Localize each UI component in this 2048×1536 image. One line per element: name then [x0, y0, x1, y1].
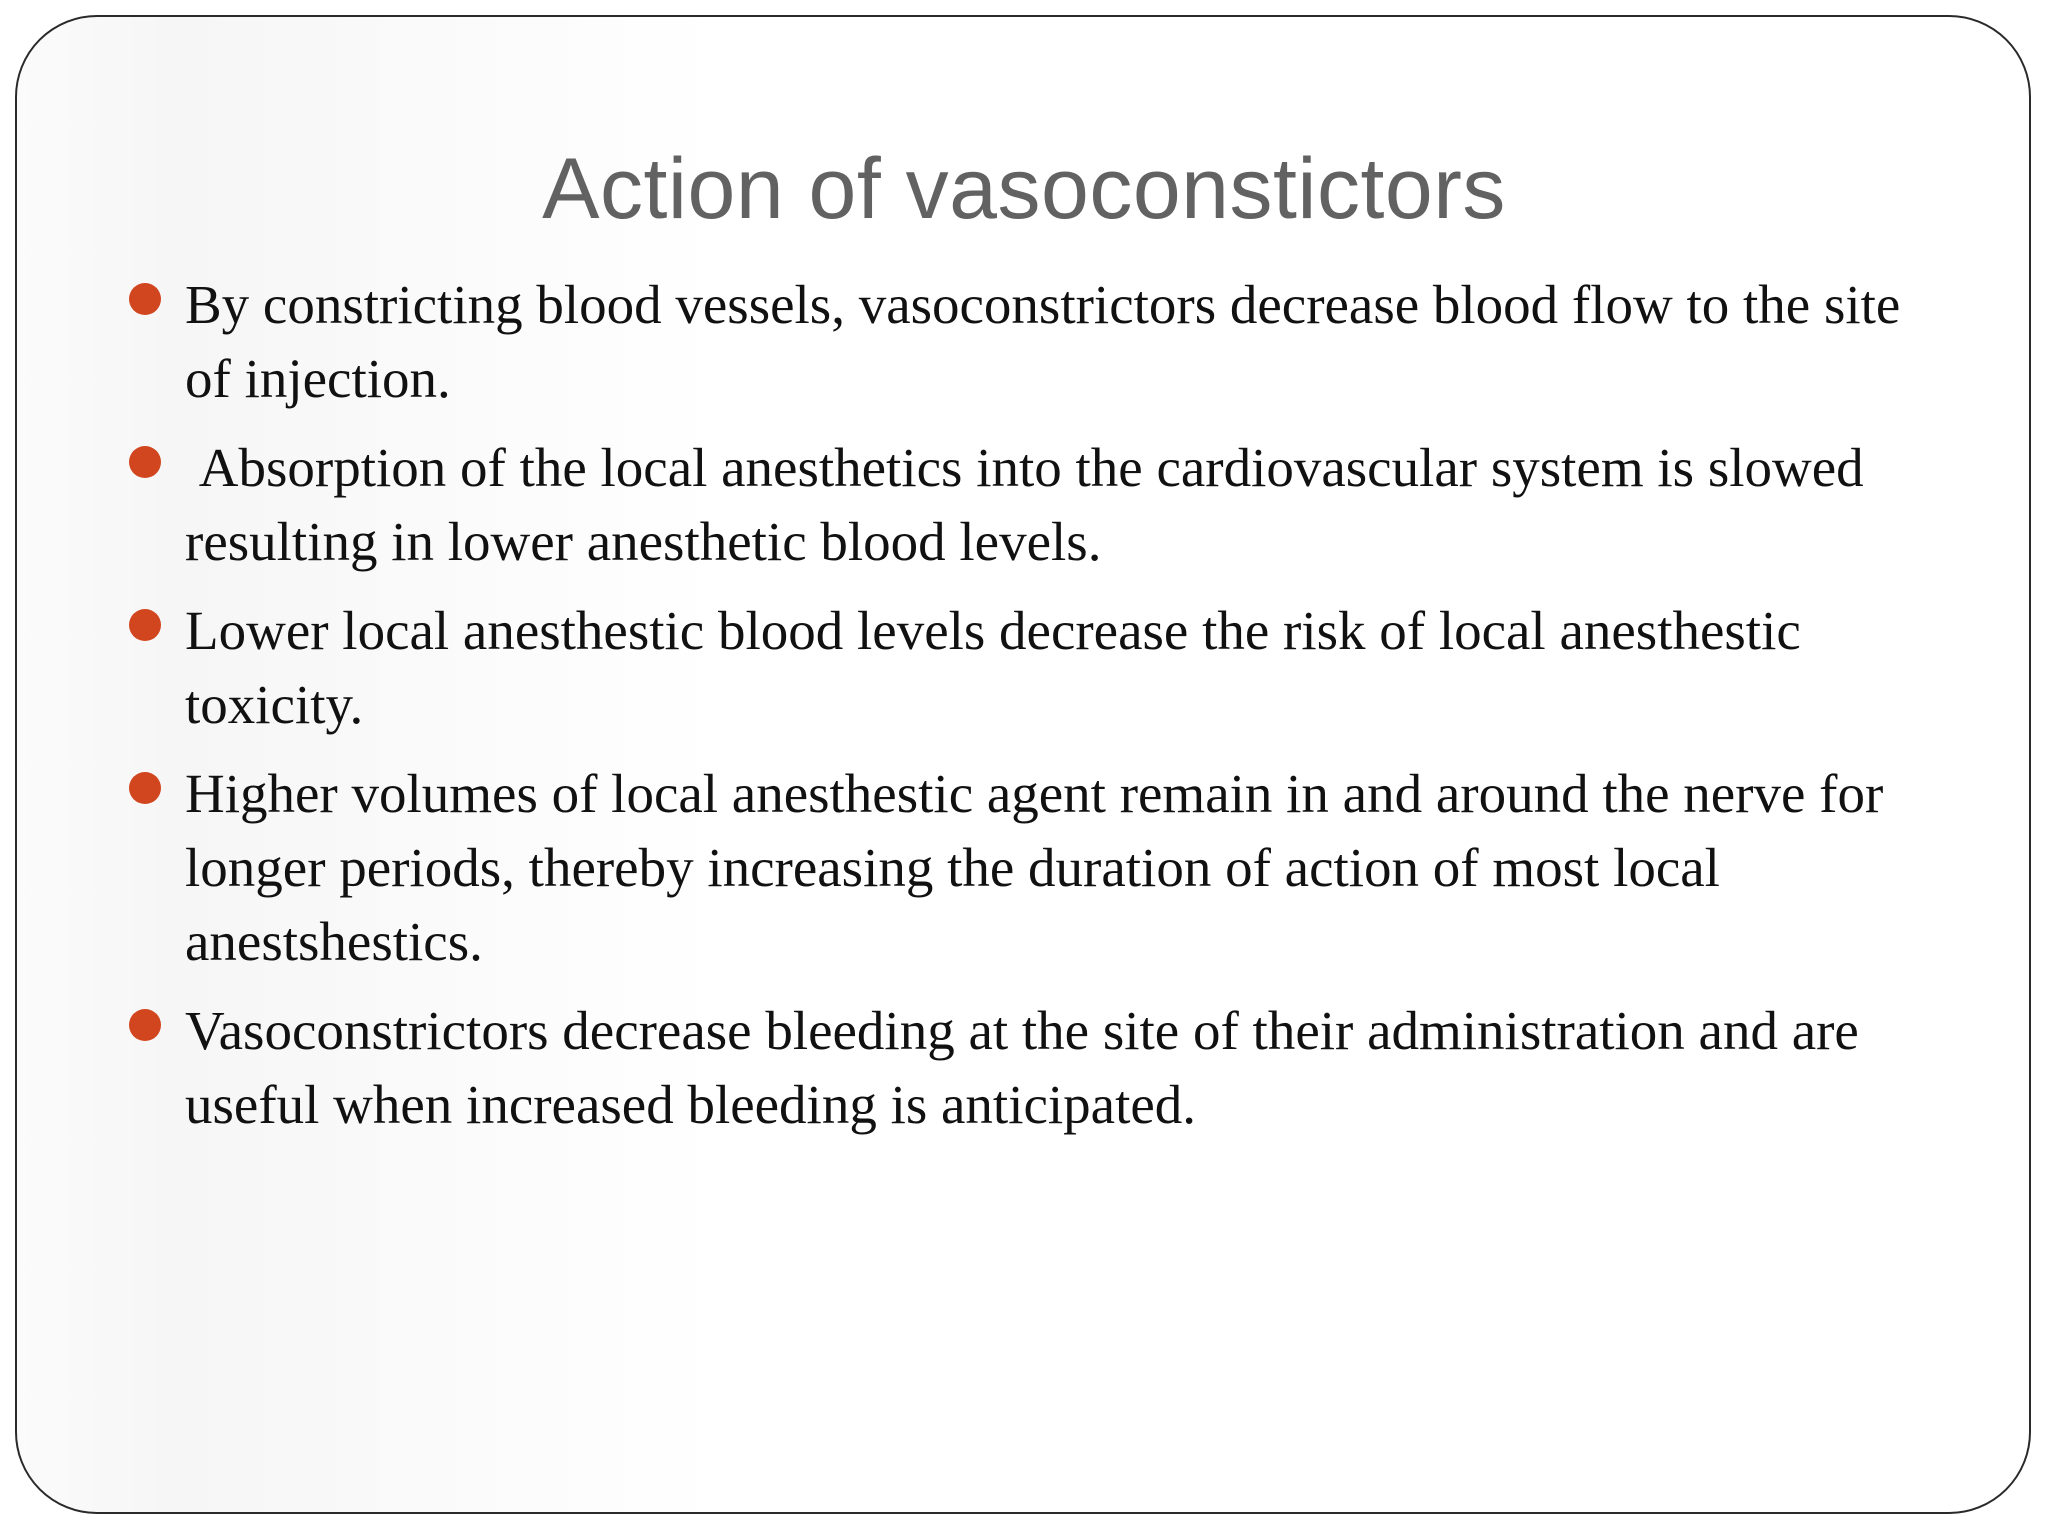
bullet-item — [185, 268, 1945, 416]
bullet-dot-icon — [129, 446, 161, 478]
bullet-list — [185, 268, 1945, 1157]
bullet-text: By constricting blood vessels, vasoconstrictors decrease blood flow to the site of injection. — [185, 274, 1901, 409]
bullet-item — [185, 994, 1945, 1142]
bullet-dot-icon — [129, 609, 161, 641]
bullet-text: Absorption of the local anesthetics into the cardiovascular system is slowed resulting in lower anesthetic blood levels. — [185, 437, 1878, 572]
bullet-text: Vasoconstrictors decrease bleeding at the site of their administration and are useful when increased bleeding is anticipated. — [185, 1000, 1859, 1135]
bullet-item — [185, 431, 1945, 579]
bullet-dot-icon — [129, 772, 161, 804]
bullet-text: Higher volumes of local anesthestic agent remain in and around the nerve for longer periods, thereby increasing the duration of action of most local anestshestics. — [185, 763, 1884, 972]
bullet-dot-icon — [129, 283, 161, 315]
bullet-item — [185, 594, 1945, 742]
bullet-text: Lower local anesthestic blood levels decrease the risk of local anesthestic toxicity. — [185, 600, 1801, 735]
bullet-item — [185, 757, 1945, 979]
bullet-dot-icon — [129, 1009, 161, 1041]
slide-title: Action of vasoconstictors — [542, 141, 1506, 237]
